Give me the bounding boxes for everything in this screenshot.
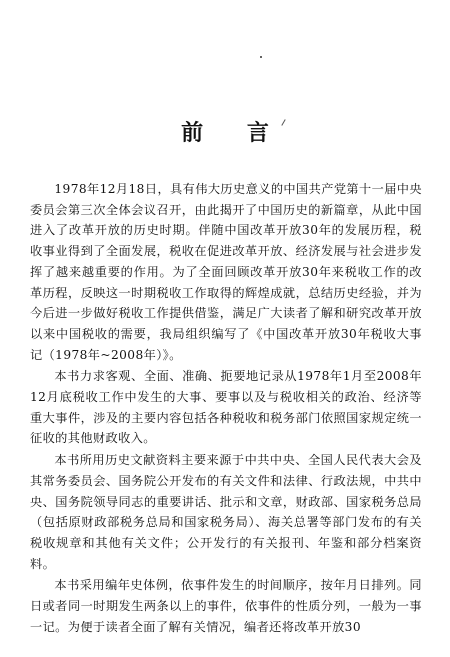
body-text: [30, 179, 422, 638]
paragraph-sources: 本书所用历史文献资料主要来源于中共中央、全国人民代表大会及其常务委员会、国务院公开发布的有关文件和法律、行政法规，中共中央、国务院领导同志的重要讲话、批示和文章，财政部、国家税务总局（包括原财政部税务总局和国家税务局）、海关总署等部门发布的有关税收规章和其他有关文件；公开发行的有关报刊、年鉴和部分档案资料。: [30, 453, 422, 571]
paragraph-intro: 1978年12月18日，具有伟大历史意义的中国共产党第十一届中央委员会第三次全体会议召开，由此揭开了中国历史的新篇章，从此中国进入了改革开放的历史时期。伴随中国改革开放30年的发展历程，税收事业得到了全面发展，税收在促进改革开放、经济发展与社会进步发挥了越来越重要的作用。为了全面回顾改革开放30年来税收工作的改革历程，反映这一时期税收工作取得的辉煌成就，总结历史经验，并为今后进一步做好税收工作提供借鉴，满足广大读者了解和研究改革开放以来中国税收的需要，我局组织编写了《中国改革开放30年税收大事记（1978年~2008年）》。: [30, 182, 422, 362]
page-title: 前 言: [181, 121, 287, 146]
scan-speck: [260, 56, 262, 58]
paragraph-format: 本书采用编年史体例，依事件发生的时间顺序，按年月日排列。同日或者同一时期发生两条以上的事件，依事件的性质分列，一般为一事一记。为便于读者全面了解有关情况，编者还将改革开放30: [30, 578, 422, 634]
paragraph-scope: 本书力求客观、全面、准确、扼要地记录从1978年1月至2008年12月底税收工作中发生的大事、要事以及与税收相关的政治、经济等重大事件，涉及的主要内容包括各种税收和税务部门依照国家规定统一征收的其他财政收入。: [30, 369, 422, 446]
